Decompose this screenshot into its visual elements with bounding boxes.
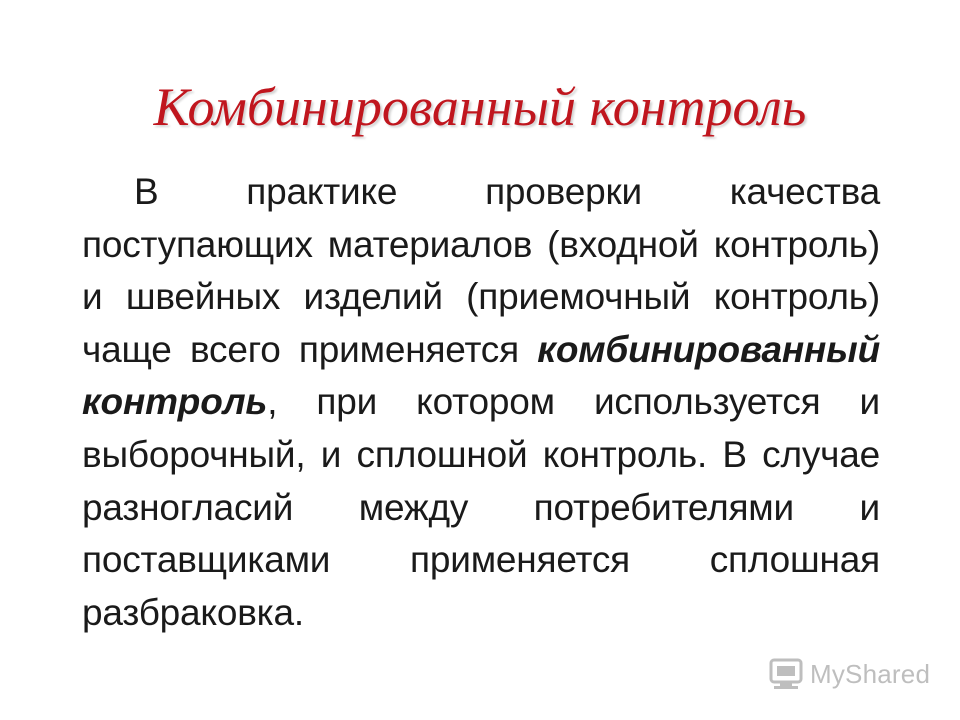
myshared-watermark (768, 654, 930, 694)
myshared-logo-icon (768, 657, 804, 691)
emphasized-term: комбинированный контроль (82, 328, 880, 423)
watermark-text: MyShared (810, 658, 931, 689)
slide-body-paragraph (82, 166, 880, 639)
paragraph-text-start: В практике проверки качества поступающих материалов (входной контроль) и швейных изделий (приемочный контроль) чаще всего применяется (82, 171, 880, 370)
paragraph-text-end: , при котором используется и выборочный, и сплошной контроль. В случае разногласий между потребителями и поставщиками применяется сплошная разбраковка. (82, 381, 880, 633)
slide-title: Комбинированный контроль (153, 77, 807, 137)
